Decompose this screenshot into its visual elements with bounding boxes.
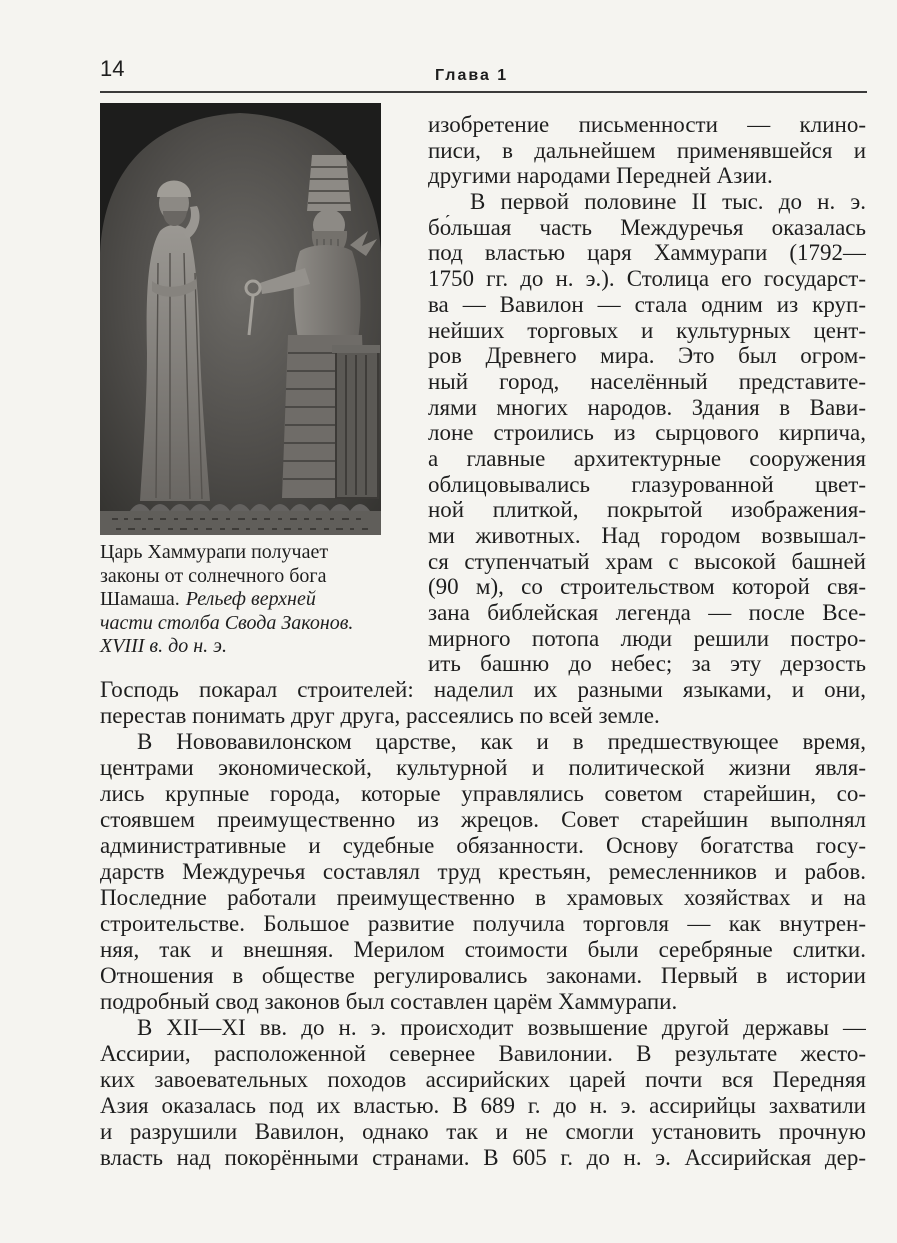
throne-top xyxy=(332,345,380,353)
cuneiform-surface xyxy=(100,511,381,535)
text-line: облицовывались глазурованной цвет- xyxy=(428,471,866,497)
stele-relief-image xyxy=(100,103,381,535)
text-line: ва — Вавилон — стала одним из круп- xyxy=(428,291,866,317)
text-line: лись крупные города, которые управлялись советом старейшин, со- xyxy=(100,781,866,806)
text-line: стоявшем преимущественно из жрецов. Совет старейшин выполнял xyxy=(100,807,866,832)
text-line: другими народами Передней Азии. xyxy=(428,163,773,189)
text-line: ной плиткой, покрытой изображения- xyxy=(428,497,866,523)
text-line: ся ступенчатый храм с высокой башней xyxy=(428,548,866,574)
text-line: лоне строились из сырцового кирпича, xyxy=(428,420,866,446)
paragraph-start-line: В Нововавилонском царстве, как и в предшествующее время, xyxy=(137,729,866,754)
text-column xyxy=(428,112,866,677)
text-line: перестав понимать друг друга, рассеялись по всей земле. xyxy=(100,703,660,728)
text-line: зана библейская легенда — после Все- xyxy=(428,600,866,626)
paragraph-start-line: В первой половине II тыс. до н. э. xyxy=(470,189,866,215)
caption-line: законы от солнечного бога xyxy=(100,564,327,587)
text-line: под властью царя Хаммурапи (1792— xyxy=(428,240,866,266)
paragraph-start-line: В XII—XI вв. до н. э. происходит возвышение другой державы — xyxy=(137,1015,866,1040)
text-line: и разрушили Вавилон, однако так и не смогли установить прочную xyxy=(100,1119,866,1144)
text-line: административные и судебные обязанности. Основу богатства госу- xyxy=(100,833,866,858)
text-line: мирного потопа люди решили постро- xyxy=(428,625,866,651)
text-line: (90 м), со строительством которой свя- xyxy=(428,574,866,600)
chapter-title: Глава 1 xyxy=(435,67,509,84)
text-line: Ассирии, расположенной севернее Вавилонии. В результате жесто- xyxy=(100,1041,866,1066)
header-rule xyxy=(100,91,867,93)
page-number: 14 xyxy=(100,56,125,81)
text-line: ить башню до небес; за эту дерзость xyxy=(428,651,866,677)
shamash-torso xyxy=(294,245,361,339)
text-line: а главные архитектурные сооружения xyxy=(428,445,866,471)
text-line: дарств Междуречья составлял труд крестьян, ремесленников и рабов. xyxy=(100,859,866,884)
text-line: Азия оказалась под их властью. В 689 г. до н. э. ассирийцы захватили xyxy=(100,1093,866,1118)
text-line: ких завоевательных походов ассирийских царей почти вся Передняя xyxy=(100,1067,866,1092)
text-line: 1750 гг. до н. э.). Столица его государст- xyxy=(428,266,866,292)
text-line: строительстве. Большое развитие получила торговля — как внутрен- xyxy=(100,911,866,936)
text-line: власть над покорёнными странами. В 605 г. до н. э. Ассирийская дер- xyxy=(100,1145,866,1170)
throne xyxy=(332,345,380,498)
figure-caption xyxy=(100,541,400,659)
text-line: подробный свод законов был составлен царём Хаммурапи. xyxy=(100,989,678,1014)
text-line: Последние работали преимущественно в храмовых хозяйствах и на xyxy=(100,885,866,910)
text-line: нейших торговых и культурных цент- xyxy=(428,317,866,343)
caption-italic-text: Рельеф верхней xyxy=(185,588,316,610)
text-line: ров Древнего мира. Это был огром- xyxy=(428,343,866,369)
text-line: бо́льшая часть Междуречья оказалась xyxy=(428,214,866,240)
caption-line xyxy=(100,588,400,612)
body-text xyxy=(100,677,866,1171)
caption-italic-line: части столба Свода Законов. xyxy=(100,611,354,634)
text-line: центрами экономической, культурной и политической жизни явля- xyxy=(100,755,866,780)
text-line: лями многих народов. Здания в Вави- xyxy=(428,394,866,420)
caption-text: Шамаша. xyxy=(100,588,180,610)
stele-photo xyxy=(100,103,381,535)
text-line: Господь покарал строителей: наделил их разными языками, и они, xyxy=(100,677,866,702)
text-line: ми животных. Над городом возвышал- xyxy=(428,523,866,548)
cuneiform-band xyxy=(100,511,381,535)
caption-line: Царь Хаммурапи получает xyxy=(100,541,329,563)
caption-italic-line: XVIII в. до н. э. xyxy=(100,635,227,657)
text-line: Отношения в обществе регулировались законами. Первый в истории xyxy=(100,963,866,988)
text-line: няя, так и внешняя. Мерилом стоимости были серебряные слитки. xyxy=(100,937,866,962)
text-line: изобретение письменности — клино- xyxy=(428,112,866,137)
text-line: ный город, населённый представите- xyxy=(428,368,866,394)
text-line: писи, в дальнейшем применявшейся и xyxy=(428,137,866,163)
